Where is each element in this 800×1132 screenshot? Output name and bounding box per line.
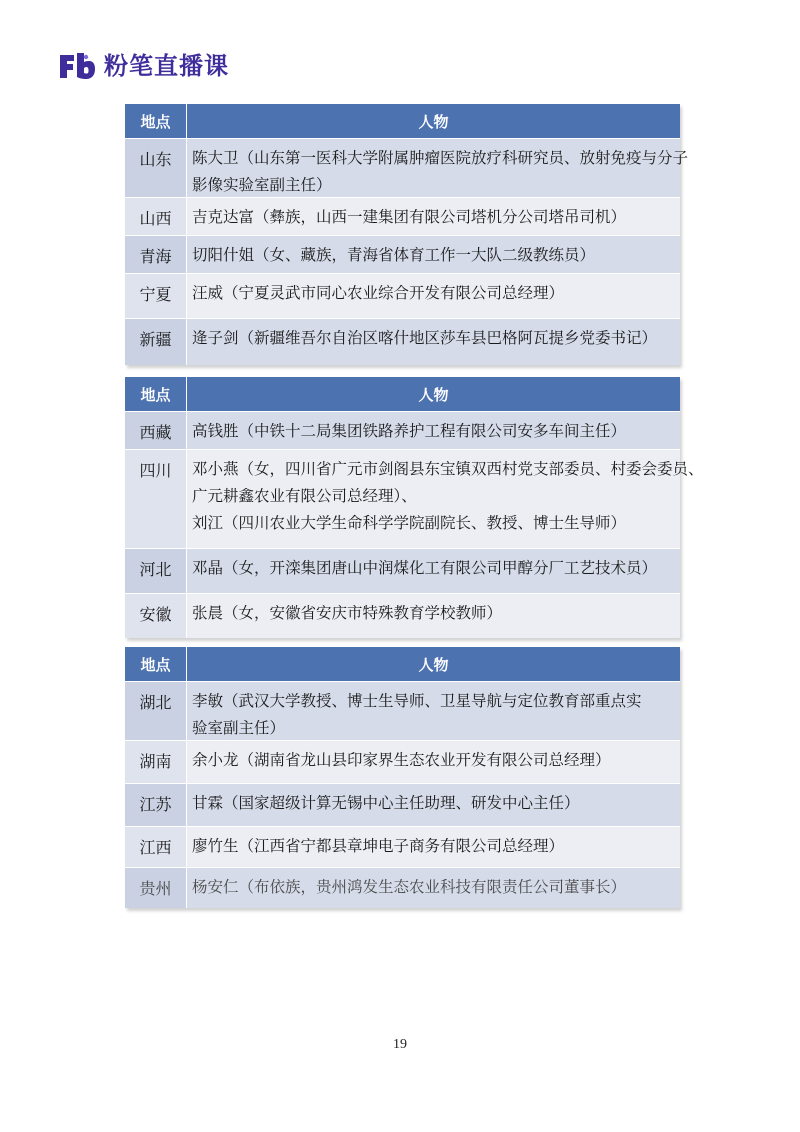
table-row <box>125 318 680 365</box>
person-cell <box>187 868 680 908</box>
place-cell: 安徽 <box>125 594 187 638</box>
table-row <box>125 867 680 908</box>
person-cell <box>187 274 680 318</box>
table-row <box>125 740 680 783</box>
place-cell: 江苏 <box>125 784 187 826</box>
table-row <box>125 593 680 638</box>
person-line: 广元耕鑫农业有限公司总经理）、 <box>192 487 417 505</box>
person-line: 邓晶（女，开滦集团唐山中润煤化工有限公司甲醇分厂工艺技术员） <box>192 559 658 577</box>
table-row <box>125 273 680 318</box>
col-place-header: 地点 <box>125 104 187 138</box>
col-person-header: 人物 <box>418 112 449 131</box>
col-person-header: 人物 <box>418 385 449 404</box>
place-cell: 贵州 <box>125 868 187 908</box>
brand-logo <box>58 50 229 82</box>
table-3 <box>125 647 680 908</box>
person-line: 汪威（宁夏灵武市同心农业综合开发有限公司总经理） <box>192 284 565 302</box>
place-cell: 西藏 <box>125 412 187 449</box>
table-row <box>125 235 680 273</box>
place-cell: 山西 <box>125 198 187 235</box>
place-cell: 四川 <box>125 450 187 548</box>
person-line: 影像实验室副主任） <box>192 176 332 194</box>
person-cell <box>187 594 680 638</box>
table-row <box>125 681 680 740</box>
col-person-header: 人物 <box>418 655 449 674</box>
place-cell: 青海 <box>125 236 187 273</box>
person-cell <box>187 741 680 783</box>
fb-logo-icon <box>58 51 96 81</box>
place-cell: 湖南 <box>125 741 187 783</box>
place-cell: 宁夏 <box>125 274 187 318</box>
table-row <box>125 197 680 235</box>
place-cell: 山东 <box>125 139 187 197</box>
logo-text: 粉笔直播课 <box>104 52 229 80</box>
person-line: 甘霖（国家超级计算无锡中心主任助理、研发中心主任） <box>192 794 580 812</box>
person-cell <box>187 682 680 740</box>
person-cell <box>187 450 710 548</box>
person-cell <box>187 319 680 365</box>
person-cell <box>187 412 680 449</box>
table-row <box>125 548 680 593</box>
table-row <box>125 783 680 826</box>
person-line: 吉克达富（彝族，山西一建集团有限公司塔机分公司塔吊司机） <box>192 208 627 226</box>
table-header <box>125 377 680 411</box>
person-line: 高钱胜（中铁十二局集团铁路养护工程有限公司安多车间主任） <box>192 422 627 440</box>
person-line: 杨安仁（布依族，贵州鸿发生态农业科技有限责任公司董事长） <box>192 878 627 896</box>
table-row <box>125 138 689 197</box>
person-line: 李敏（武汉大学教授、博士生导师、卫星导航与定位教育部重点实 <box>192 692 642 710</box>
table-2 <box>125 377 704 638</box>
table-row <box>125 449 704 548</box>
person-cell <box>187 198 680 235</box>
person-line: 刘江（四川农业大学生命科学学院副院长、教授、博士生导师） <box>192 514 627 532</box>
person-line: 逄子剑（新疆维吾尔自治区喀什地区莎车县巴格阿瓦提乡党委书记） <box>192 329 658 347</box>
table-1 <box>125 104 689 365</box>
table-header <box>125 647 680 681</box>
person-line: 邓小燕（女，四川省广元市剑阁县东宝镇双西村党支部委员、村委会委员、 <box>192 460 704 478</box>
table-row <box>125 411 680 449</box>
person-line: 张晨（女，安徽省安庆市特殊教育学校教师） <box>192 604 503 622</box>
table-row <box>125 826 680 867</box>
place-cell: 新疆 <box>125 319 187 365</box>
person-line: 廖竹生（江西省宁都县章坤电子商务有限公司总经理） <box>192 837 565 855</box>
col-place-header: 地点 <box>125 647 187 681</box>
place-cell: 江西 <box>125 827 187 867</box>
place-cell: 河北 <box>125 549 187 593</box>
person-line: 验室副主任） <box>192 719 286 737</box>
person-cell <box>187 827 680 867</box>
person-cell <box>187 784 680 826</box>
person-line: 切阳什姐（女、藏族，青海省体育工作一大队二级教练员） <box>192 246 596 264</box>
person-line: 陈大卫（山东第一医科大学附属肿瘤医院放疗科研究员、放射免疫与分子 <box>192 149 689 167</box>
person-cell <box>187 236 680 273</box>
person-cell <box>187 139 694 197</box>
page-number: 19 <box>393 1037 407 1052</box>
table-header <box>125 104 680 138</box>
place-cell: 湖北 <box>125 682 187 740</box>
person-cell <box>187 549 680 593</box>
person-line: 余小龙（湖南省龙山县印家界生态农业开发有限公司总经理） <box>192 751 611 769</box>
col-place-header: 地点 <box>125 377 187 411</box>
